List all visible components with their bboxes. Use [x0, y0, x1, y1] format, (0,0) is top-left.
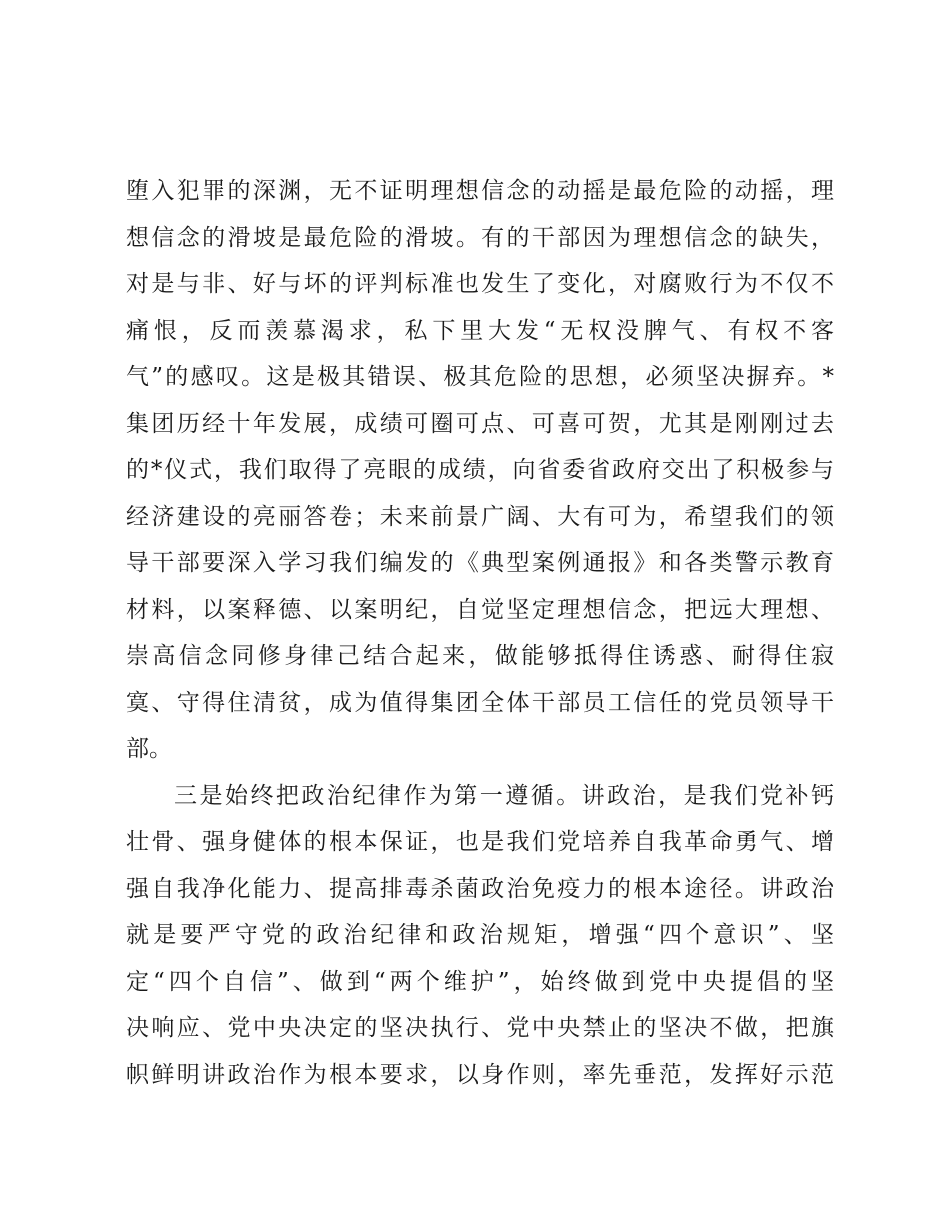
paragraph-1-line-10: 材料，以案释德、以案明纪，自觉坚定理想信念，把远大理想、 — [126, 597, 834, 623]
paragraph-1-line-12: 寞、守得住清贫，成为值得集团全体干部员工信任的党员领导干 — [126, 690, 834, 716]
paragraph-1-line-9: 导干部要深入学习我们编发的《典型案例通报》和各类警示教育 — [126, 550, 834, 576]
paragraph-2-line-5: 定“四个自信”、做到“两个维护”，始终做到党中央提倡的坚 — [126, 969, 834, 995]
paragraph-1-line-4: 痛恨，反而羡慕渴求，私下里大发“无权没脾气、有权不客 — [126, 318, 834, 344]
paragraph-2-line-2: 壮骨、强身健体的根本保证，也是我们党培养自我革命勇气、增 — [126, 829, 834, 855]
paragraph-1-line-1: 堕入犯罪的深渊，无不证明理想信念的动摇是最危险的动摇，理 — [126, 178, 834, 204]
paragraph-1-line-2: 想信念的滑坡是最危险的滑坡。有的干部因为理想信念的缺失， — [126, 225, 834, 251]
paragraph-1-line-13: 部。 — [126, 736, 172, 762]
paragraph-1-line-7: 的*仪式，我们取得了亮眼的成绩，向省委省政府交出了积极参与 — [126, 457, 834, 483]
paragraph-1-line-11: 崇高信念同修身律己结合起来，做能够抵得住诱惑、耐得住寂 — [126, 643, 834, 669]
paragraph-2-line-6: 决响应、党中央决定的坚决执行、党中央禁止的坚决不做，把旗 — [126, 1015, 834, 1041]
paragraph-2-line-4: 就是要严守党的政治纪律和政治规矩，增强“四个意识”、坚 — [126, 922, 834, 948]
paragraph-2-line-7: 帜鲜明讲政治作为根本要求，以身作则，率先垂范，发挥好示范 — [126, 1062, 834, 1088]
paragraph-1-line-5: 气”的感叹。这是极其错误、极其危险的思想，必须坚决摒弃。* — [126, 364, 834, 390]
paragraph-2-line-3: 强自我净化能力、提高排毒杀菌政治免疫力的根本途径。讲政治 — [126, 876, 834, 902]
paragraph-1-line-3: 对是与非、好与坏的评判标准也发生了变化，对腐败行为不仅不 — [126, 271, 834, 297]
paragraph-1-line-6: 集团历经十年发展，成绩可圈可点、可喜可贺，尤其是刚刚过去 — [126, 411, 834, 437]
paragraph-1-line-8: 经济建设的亮丽答卷；未来前景广阔、大有可为，希望我们的领 — [126, 504, 834, 530]
paragraph-2-line-1: 三是始终把政治纪律作为第一遵循。讲政治，是我们党补钙 — [174, 783, 834, 809]
